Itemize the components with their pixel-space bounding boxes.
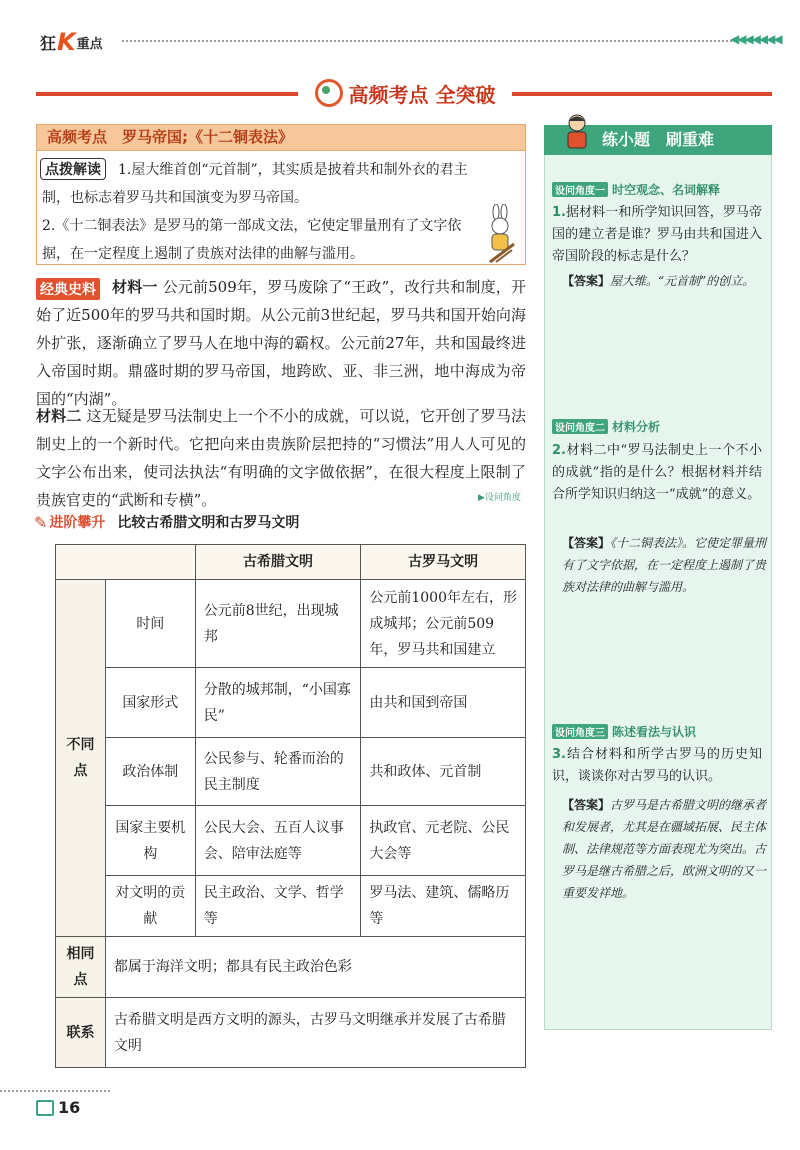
table-header-row [56, 545, 526, 580]
practice-title: 练小题 刷重难 [544, 125, 772, 155]
same-label: 相同点 [56, 937, 106, 998]
ask-angle-link[interactable]: ▶设问角度 [478, 493, 521, 503]
header-arrows-icon: ◀◀◀◀◀◀◀ [730, 32, 781, 46]
classic-materials-tag: 经典史料 [36, 278, 100, 300]
section-title [300, 78, 510, 108]
cell-greece: 民主政治、文学、哲学等 [195, 876, 361, 937]
answer-label: 【答案】 [562, 798, 611, 812]
material-one [36, 273, 526, 413]
material-two-text: 这无疑是罗马法制史上一个不小的成就，可以说，它开创了罗马法制史上的一个新时代。它把向来由贵族阶层把持的“习惯法”用人人可见的文字公布出来，使司法执法“有明确的文字做依据”，在很大程度上限制了贵族官吏的“武断和专横”。 [36, 407, 526, 509]
question-number: 3. [552, 747, 566, 762]
footer-divider [0, 1090, 110, 1092]
tip-tag: 点拨解读 [40, 158, 106, 180]
cell-greece: 公民参与、轮番而治的民主制度 [195, 738, 361, 806]
answer-label: 【答案】 [562, 274, 611, 288]
table-row-link [56, 998, 526, 1068]
advanced-heading [34, 512, 299, 532]
table-row [56, 876, 526, 937]
angle-2 [552, 418, 660, 435]
brand-text-a: 狂 [40, 33, 57, 53]
table-row [56, 668, 526, 738]
question-1 [552, 202, 762, 268]
link-label: 联系 [56, 998, 106, 1068]
row-item: 政治体制 [105, 738, 195, 806]
tip-text-2: 2.《十二铜表法》是罗马的第一部成文法，它使定罪量刑有了文字依据，在一定程度上遏制了贵族对法律的曲解与滥用。 [42, 218, 462, 262]
page-number-text: 16 [58, 1098, 81, 1117]
row-item: 国家主要机构 [105, 806, 195, 876]
material-two [36, 402, 526, 514]
material-two-label: 材料二 [36, 407, 82, 425]
question-number: 1. [552, 205, 566, 220]
section-title-text: 高频考点 全突破 [348, 82, 496, 107]
angle-text: 陈述看法与认识 [612, 725, 697, 739]
advanced-title: 比较古希腊文明和古罗马文明 [117, 515, 300, 531]
col-header-greece: 古希腊文明 [195, 545, 361, 580]
question-3 [552, 744, 762, 788]
book-icon [36, 1100, 54, 1116]
brand-logo [40, 30, 103, 54]
table-row [56, 580, 526, 668]
cell-rome: 执政官、元老院、公民大会等 [361, 806, 526, 876]
angle-1 [552, 181, 720, 198]
mascot-rabbit-icon [482, 204, 522, 264]
cell-rome: 共和政体、元首制 [361, 738, 526, 806]
answer-3 [562, 794, 772, 904]
angle-text: 材料分析 [612, 420, 661, 434]
question-number: 2. [552, 443, 566, 458]
row-item: 国家形式 [105, 668, 195, 738]
answer-text: 古罗马是古希腊文明的继承者和发展者，尤其是在疆域拓展、民主体制、法律规范等方面表现尤为突出。古罗马是继古希腊之后，欧洲文明的又一重要发祥地。 [562, 798, 767, 900]
cell-rome: 公元前1000年左右，形成城邦；公元前509年，罗马共和国建立 [361, 580, 526, 668]
tip-text-1: 1.屋大维首创“元首制”，其实质是披着共和制外衣的君主制，也标志着罗马共和国演变为罗马帝国。 [42, 162, 468, 206]
table-row [56, 738, 526, 806]
cell-rome: 由共和国到帝国 [361, 668, 526, 738]
table-row [56, 806, 526, 876]
question-text: 结合材料和所学古罗马的历史知识，谈谈你对古罗马的认识。 [552, 747, 762, 784]
material-one-label: 材料一 [112, 278, 158, 296]
target-icon [315, 79, 343, 107]
link-text: 古希腊文明是西方文明的源头，古罗马文明继承并发展了古希腊文明 [105, 998, 525, 1068]
same-text: 都属于海洋文明；都具有民主政治色彩 [105, 937, 525, 998]
answer-text: 屋大维。“元首制”的创立。 [610, 274, 755, 288]
row-item: 时间 [105, 580, 195, 668]
diff-label: 不同点 [56, 580, 106, 937]
angle-text: 时空观念、名词解释 [612, 183, 721, 197]
header-divider [122, 40, 732, 42]
cell-rome: 罗马法、建筑、儒略历等 [361, 876, 526, 937]
table-row-same [56, 937, 526, 998]
answer-1 [562, 270, 772, 292]
cell-greece: 分散的城邦制，“小国寡民” [195, 668, 361, 738]
table-corner [56, 545, 196, 580]
angle-3 [552, 723, 696, 740]
page-number [36, 1098, 80, 1117]
cell-greece: 公民大会、五百人议事会、陪审法庭等 [195, 806, 361, 876]
section-rule-right [512, 92, 772, 96]
question-text: 材料二中“罗马法制史上一个不小的成就”指的是什么？根据材料并结合所学知识归纳这一“成就”的意义。 [552, 443, 762, 502]
question-2 [552, 440, 762, 506]
angle-badge: 设问角度三 [552, 724, 608, 739]
material-one-text: 公元前509年，罗马废除了“王政”，改行共和制度，开始了近500年的罗马共和国时期。从公元前3世纪起，罗马共和国开始向海外扩张，逐渐确立了罗马人在地中海的霸权。公元前27年，共和国最终进入帝国时期。鼎盛时期的罗马帝国，地跨欧、亚、非三洲，地中海成为帝国的“内湖”。 [36, 278, 526, 408]
answer-text: 《十二铜表法》。它使定罪量刑有了文字依据，在一定程度上遏制了贵族对法律的曲解与滥用。 [562, 536, 767, 594]
cell-greece: 公元前8世纪，出现城邦 [195, 580, 361, 668]
student-avatar-icon [560, 112, 594, 150]
angle-badge: 设问角度二 [552, 419, 608, 434]
answer-label: 【答案】 [562, 536, 611, 550]
brand-k: K [57, 28, 76, 56]
brand-text-b: 重点 [76, 36, 103, 52]
question-text: 据材料一和所学知识回答，罗马帝国的建立者是谁？罗马由共和国进入帝国阶段的标志是什么？ [552, 205, 762, 264]
topic-title: 高频考点 罗马帝国;《十二铜表法》 [36, 124, 526, 150]
advanced-label: 进阶攀升 [49, 515, 106, 531]
comparison-table [55, 544, 526, 1068]
section-rule-left [36, 92, 298, 96]
pin-icon: ✎ [34, 512, 48, 532]
row-item: 对文明的贡献 [105, 876, 195, 937]
angle-badge: 设问角度一 [552, 182, 608, 197]
col-header-rome: 古罗马文明 [361, 545, 526, 580]
answer-2 [562, 532, 772, 598]
